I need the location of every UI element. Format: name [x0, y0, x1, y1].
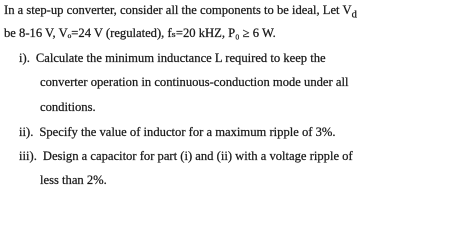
item-2-number: ii).: [19, 125, 34, 139]
item-3-number: iii).: [19, 149, 37, 163]
item-2-first-line: [19, 126, 336, 139]
item-1-line-2: converter operation in continuous-conduction mode under all: [40, 75, 349, 89]
item-1-first-line: [19, 52, 326, 65]
intro-line-1-text: In a step-up converter, consider all the components to be ideal, Let V: [4, 3, 352, 17]
intro-line-1: [4, 4, 357, 21]
item-1-line-1: Calculate the minimum inductance L required to keep the: [35, 51, 326, 65]
item-3-line-2: less than 2%.: [40, 173, 107, 187]
item-2-line-1: Specify the value of inductor for a maximum ripple of 3%.: [39, 125, 336, 139]
item-3-first-line: [19, 150, 353, 163]
item-3-line-1: Design a capacitor for part (i) and (ii) with a voltage ripple of: [42, 149, 353, 163]
item-1-number: i).: [19, 51, 30, 65]
intro-line-2: be 8-16 V, Vₒ=24 V (regulated), fₛ=20 kHZ, P₀ ≥ 6 W.: [4, 26, 276, 40]
vd-subscript: d: [351, 9, 357, 21]
item-1-line-3: conditions.: [40, 100, 96, 114]
